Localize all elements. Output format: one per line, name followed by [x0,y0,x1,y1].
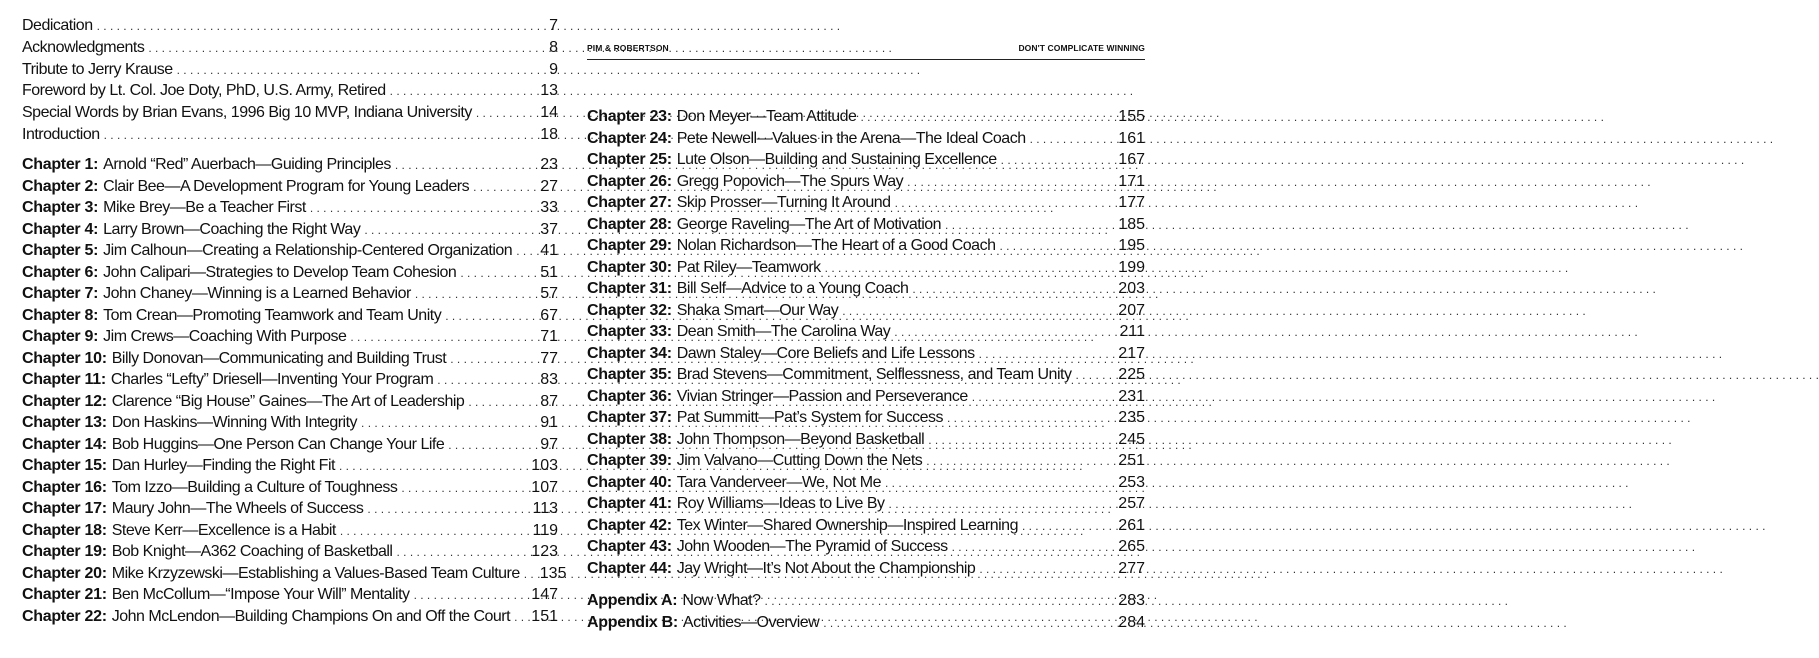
chapter-row [587,322,1145,342]
entry-label: Chapter 27: [587,194,672,211]
entry-label: Chapter 31: [587,280,672,297]
dot-leader [476,103,536,123]
chapter-row [22,435,558,455]
dot-leader [1001,150,1115,170]
entry-title: Shaka Smart—Our Way [676,301,839,319]
page-number: 113 [532,500,558,517]
dot-leader [367,499,528,519]
page-number: 77 [540,349,558,367]
chapter-row [587,107,1145,127]
entry-title: Roy Williams—Ideas to Live By [676,495,885,512]
page-number: 277 [1118,559,1145,577]
dot-leader [364,220,536,240]
entry-title: Tom Crean—Promoting Teamwork and Team Unity [103,306,442,324]
chapter-row [22,349,558,369]
entry-label: Chapter 30: [587,258,672,276]
dot-leader [445,306,536,326]
dot-leader [885,473,1114,493]
entry-label: Chapter 25: [587,151,672,168]
dot-leader [1030,129,1115,149]
chapter-row [587,559,1145,579]
entry-label: Chapter 18: [22,521,107,539]
entry-label: Chapter 6: [22,263,99,281]
page-number: 211 [1119,323,1145,340]
entry-label: Chapter 29: [587,237,672,254]
dot-leader [473,177,536,197]
entry-label: Chapter 16: [22,478,107,496]
page-number: 147 [531,586,558,603]
chapter-row [22,564,567,584]
entry-title: Tex Winter—Shared Ownership—Inspired Learning [676,516,1018,534]
entry-title: Dan Hurley—Finding the Right Fit [111,457,335,474]
entry-title: Clarence “Big House” Gaines—The Art of Leadership [111,392,465,410]
entry-title: Dean Smith—The Carolina Way [676,323,891,340]
page-number: 203 [1118,280,1145,297]
dot-leader [889,494,1115,514]
dot-leader [104,125,536,145]
entry-label: Chapter 22: [22,607,107,625]
dot-leader [926,451,1114,471]
chapter-row [587,494,1145,514]
page-number: 265 [1118,538,1145,555]
entry-title: Dedication [22,17,93,34]
dot-leader [912,279,1114,299]
entry-title: Jim Crews—Coaching With Purpose [103,328,347,345]
dot-leader [437,370,536,390]
chapter-row [587,365,1145,385]
page-number: 91 [540,414,558,431]
page-number: 83 [540,371,558,388]
chapter-row [22,198,558,218]
chapter-row [22,284,558,304]
dot-leader [524,564,536,584]
dot-leader [1022,516,1114,536]
chapter-row [22,585,558,605]
entry-title: Don Meyer—Team Attitude [676,108,857,125]
entry-label: Chapter 2: [22,177,99,195]
page-number: 123 [531,543,558,560]
entry-title: Tom Izzo—Building a Culture of Toughness [111,478,398,496]
dot-leader [415,284,536,304]
entry-label: Chapter 9: [22,328,99,345]
entry-title: Tribute to Jerry Krause [22,60,173,78]
chapter-row [587,387,1145,407]
front-matter-item [22,81,558,101]
page-number: 27 [540,177,558,195]
dot-leader [825,258,1115,278]
entry-label: Chapter 43: [587,538,672,555]
page-number: 9 [549,60,558,78]
chapter-row [22,241,558,261]
entry-title: Gregg Popovich—The Spurs Way [676,172,904,190]
dot-leader [516,241,536,261]
dot-leader [361,413,536,433]
page-number: 155 [1118,108,1145,125]
entry-label: Chapter 10: [22,349,107,367]
chapter-row [587,215,1145,235]
dot-leader [460,263,536,283]
dot-leader [907,172,1114,192]
entry-label: Chapter 20: [22,564,107,582]
entry-title: Special Words by Brian Evans, 1996 Big 10 MVP, Indiana University [22,104,472,122]
chapter-row [22,370,558,390]
entry-title: Activities—Overview [682,613,820,631]
chapter-row [587,150,1145,170]
page-number: 161 [1118,129,1145,147]
entry-label: Chapter 17: [22,500,107,517]
entry-label: Chapter 4: [22,220,99,238]
entry-label: Chapter 32: [587,301,672,319]
entry-title: John Chaney—Winning is a Learned Behavior [103,285,411,302]
page-number: 97 [540,435,558,453]
chapter-row [22,521,558,541]
entry-title: Bob Knight—A362 Coaching of Basketball [111,543,393,560]
entry-title: Steve Kerr—Excellence is a Habit [111,521,336,539]
entry-title: Ben McCollum—“Impose Your Will” Mentality [111,586,410,603]
chapter-row [22,413,558,433]
page-number: 37 [540,220,558,238]
front-matter-item [22,38,558,58]
entry-title: Jim Valvano—Cutting Down the Nets [676,452,923,469]
page-number: 251 [1118,452,1145,469]
dot-leader [468,392,536,412]
front-matter-item [22,16,558,36]
page-number: 257 [1118,495,1145,512]
entry-title: Jim Calhoun—Creating a Relationship-Centered Organization [103,242,513,259]
entry-title: Jay Wright—It’s Not About the Championship [676,559,976,577]
chapter-row [587,344,1145,364]
dot-leader [350,327,536,347]
entry-label: Chapter 15: [22,457,107,474]
dot-leader [894,322,1115,342]
dot-leader [450,349,536,369]
entry-title: Lute Olson—Building and Sustaining Excellence [676,151,997,168]
chapter-row [587,193,1145,213]
chapter-row [22,542,558,562]
page-number: 185 [1118,215,1145,233]
chapter-row [22,306,558,326]
page-number: 51 [540,263,558,281]
entry-label: Chapter 3: [22,199,99,216]
entry-title: Larry Brown—Coaching the Right Way [103,220,361,238]
entry-title: Introduction [22,126,100,143]
chapter-row [587,473,1145,493]
entry-label: Chapter 26: [587,172,672,190]
appendix-row [587,591,1145,611]
chapter-row [22,155,558,175]
page-number: 235 [1118,409,1145,426]
page-number: 283 [1118,592,1145,609]
entry-title: John Calipari—Strategies to Develop Team Cohesion [103,263,457,281]
right-toc-page [575,0,1200,658]
entry-label: Chapter 11: [22,371,106,388]
chapter-row [587,129,1145,149]
chapter-row [22,263,558,283]
entry-title: Charles “Lefty” Driesell—Inventing Your Program [110,371,434,388]
chapter-row [22,177,558,197]
entry-title: Tara Vanderveer—We, Not Me [676,473,882,491]
entry-label: Appendix A: [587,592,678,609]
entry-label: Chapter 21: [22,586,107,603]
entry-label: Chapter 35: [587,366,672,383]
dot-leader [340,521,529,541]
page-number: 7 [549,17,558,34]
page-number: 225 [1118,366,1145,383]
page-number: 245 [1118,430,1145,448]
page-number: 18 [540,126,558,143]
page-number: 119 [532,521,558,539]
entry-title: Clair Bee—A Development Program for Young Leaders [103,177,470,195]
page-number: 41 [540,242,558,259]
entry-title: Pat Summitt—Pat’s System for Success [676,409,943,426]
entry-label: Chapter 34: [587,344,672,362]
dot-leader [148,38,536,58]
entry-label: Chapter 37: [587,409,672,426]
chapter-row [22,478,558,498]
chapter-row [587,451,1145,471]
entry-label: Chapter 44: [587,559,672,577]
appendix-row [587,613,1145,633]
chapter-row [587,430,1145,450]
chapter-row [22,392,558,412]
front-matter-item [22,125,558,145]
entry-title: Foreword by Lt. Col. Joe Doty, PhD, U.S. Army, Retired [22,82,386,100]
dot-leader [310,198,536,218]
entry-title: John McLendon—Building Champions On and Off the Court [111,607,511,625]
entry-title: Mike Krzyzewski—Establishing a Values-Based Team Culture [111,564,520,582]
chapter-row [587,236,1145,256]
front-matter-item [22,103,558,123]
entry-label: Chapter 36: [587,387,672,405]
page-number: 87 [540,392,558,410]
page-number: 261 [1118,516,1145,534]
entry-title: Mike Brey—Be a Teacher First [103,199,306,216]
entry-label: Chapter 33: [587,323,672,340]
entry-label: Chapter 8: [22,306,99,324]
entry-label: Chapter 19: [22,543,107,560]
entry-label: Chapter 12: [22,392,107,410]
entry-title: George Raveling—The Art of Motivation [676,215,942,233]
chapter-row [22,220,558,240]
chapter-row [587,408,1145,428]
entry-label: Chapter 42: [587,516,672,534]
dot-leader [414,585,528,605]
entry-title: Brad Stevens—Commitment, Selflessness, and Team Unity [676,366,1072,383]
entry-label: Chapter 38: [587,430,672,448]
dot-leader [823,613,1114,633]
entry-title: John Thompson—Beyond Basketball [676,430,925,448]
entry-title: Pete Newell—Values in the Arena—The Ideal Coach [676,129,1026,147]
dot-leader [860,107,1114,127]
dot-leader [928,430,1114,450]
dot-leader [945,215,1114,235]
entry-label: Chapter 41: [587,495,672,512]
chapter-row [22,327,558,347]
chapter-row [587,258,1145,278]
entry-title: Arnold “Red” Auerbach—Guiding Principles [103,156,391,173]
page-number: 284 [1118,613,1145,631]
page-number: 151 [531,607,558,625]
dot-leader [1075,365,1114,385]
dot-leader [895,193,1115,213]
page-number: 23 [540,156,558,173]
chapter-row [587,172,1145,192]
left-toc-page [0,0,575,658]
dot-leader [339,456,527,476]
entry-label: Chapter 1: [22,156,99,173]
dot-leader [765,591,1115,611]
entry-title: Billy Donovan—Communicating and Building Trust [111,349,447,367]
entry-title: Acknowledgments [22,38,145,56]
page-number: 207 [1118,301,1145,319]
entry-title: Vivian Stringer—Passion and Perseverance [676,387,968,405]
chapter-row [587,516,1145,536]
dot-leader [999,236,1114,256]
dot-leader [952,537,1115,557]
page-number: 167 [1118,151,1145,168]
page-number: 199 [1118,258,1145,276]
entry-label: Chapter 5: [22,242,99,259]
page-number: 171 [1118,172,1145,190]
page-number: 107 [531,478,558,496]
front-matter-item [22,60,558,80]
dot-leader [947,408,1114,428]
chapter-row [22,607,558,627]
entry-label: Chapter 40: [587,473,672,491]
entry-label: Appendix B: [587,613,678,631]
chapter-row [587,537,1145,557]
entry-label: Chapter 7: [22,285,99,302]
entry-title: Bob Huggins—One Person Can Change Your Life [111,435,445,453]
chapter-row [587,279,1145,299]
page-number: 253 [1118,473,1145,491]
page-number: 71 [540,328,558,345]
dot-leader [972,387,1115,407]
page-number: 231 [1118,387,1145,405]
entry-title: Maury John—The Wheels of Success [111,500,364,517]
header-book-title: DON'T COMPLICATE WINNING [1018,43,1145,53]
dot-leader [979,344,1115,364]
entry-title: Nolan Richardson—The Heart of a Good Coach [676,237,996,254]
page-number: 67 [540,306,558,324]
entry-title: Pat Riley—Teamwork [676,258,821,276]
dot-leader [395,155,536,175]
dot-leader [401,478,527,498]
chapter-row [22,499,558,519]
entry-label: Chapter 13: [22,414,107,431]
page-number: 177 [1118,194,1145,211]
dot-leader [842,301,1114,321]
page-number: 103 [531,457,558,474]
page-number: 13 [540,82,558,100]
page-number: 8 [549,38,558,56]
entry-label: Chapter 24: [587,129,672,147]
page-number: 57 [540,285,558,302]
page-number: 195 [1118,237,1145,254]
dot-leader [390,81,536,101]
entry-title: Don Haskins—Winning With Integrity [111,414,358,431]
entry-title: Skip Prosser—Turning It Around [676,194,891,211]
page-number: 135 [539,564,567,582]
chapter-row [22,456,558,476]
chapter-row [587,301,1145,321]
running-header [587,43,1145,60]
entry-label: Chapter 23: [587,108,672,125]
entry-label: Chapter 39: [587,452,672,469]
dot-leader [177,60,536,80]
entry-title: Bill Self—Advice to a Young Coach [676,280,909,297]
page-number: 33 [540,199,558,216]
dot-leader [97,16,536,36]
entry-label: Chapter 14: [22,435,107,453]
page-number: 217 [1118,344,1145,362]
header-authors: PIM & ROBERTSON [587,43,669,53]
dot-leader [448,435,536,455]
entry-title: John Wooden—The Pyramid of Success [676,538,948,555]
page-number: 14 [540,104,558,122]
dot-leader [979,559,1114,579]
dot-leader [514,607,527,627]
dot-leader [396,542,527,562]
entry-label: Chapter 28: [587,215,672,233]
entry-title: Dawn Staley—Core Beliefs and Life Lessons [676,344,975,362]
entry-title: Now What? [682,592,761,609]
